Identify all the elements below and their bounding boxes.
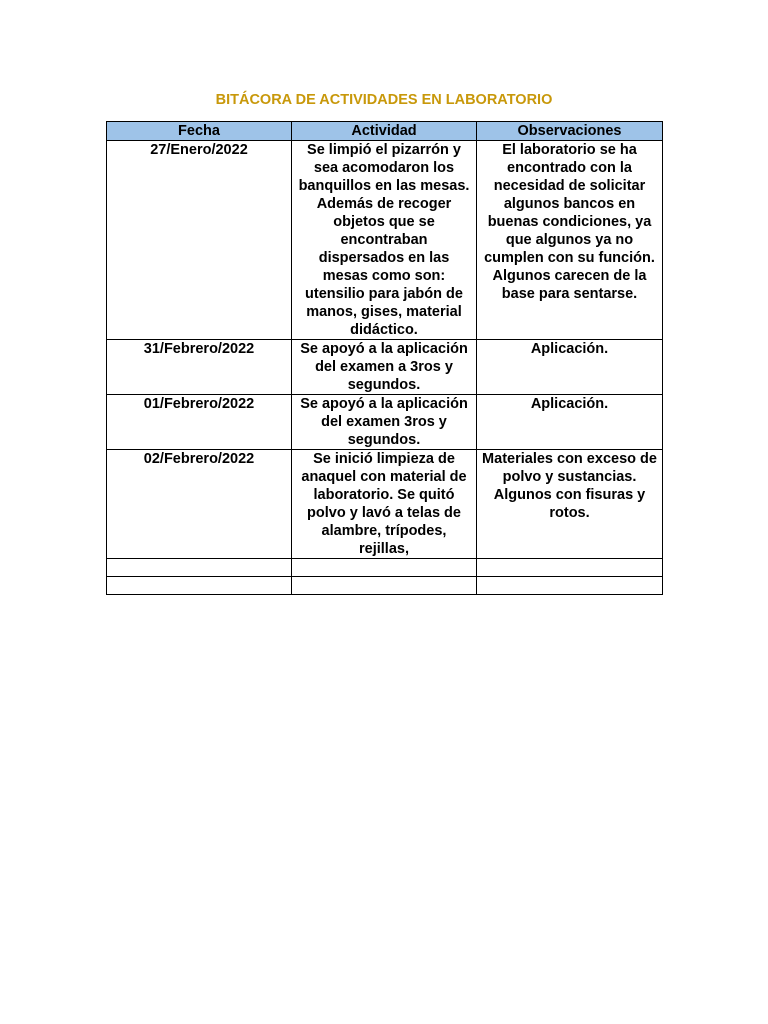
table-header-row — [107, 122, 663, 141]
table-row-empty — [107, 559, 663, 577]
cell-fecha: 31/Febrero/2022 — [107, 340, 292, 395]
column-header-fecha: Fecha — [107, 122, 292, 141]
cell-actividad: Se inició limpieza de anaquel con material de laboratorio. Se quitó polvo y lavó a telas de alambre, trípodes, rejillas, — [292, 450, 477, 559]
cell-actividad: Se limpió el pizarrón y sea acomodaron los banquillos en las mesas. Además de recoger objetos que se encontraban dispersados en las mesas como son: utensilio para jabón de manos, gises, material didáctico. — [292, 141, 477, 340]
table-row — [107, 141, 663, 340]
cell-observaciones: Materiales con exceso de polvo y sustancias. Algunos con fisuras y rotos. — [477, 450, 663, 559]
cell-observaciones: Aplicación. — [477, 395, 663, 450]
cell-observaciones — [477, 577, 663, 595]
cell-actividad: Se apoyó a la aplicación del examen a 3ros y segundos. — [292, 340, 477, 395]
cell-fecha: 02/Febrero/2022 — [107, 450, 292, 559]
cell-actividad — [292, 559, 477, 577]
activity-log-table — [106, 121, 663, 595]
table-row — [107, 340, 663, 395]
cell-actividad — [292, 577, 477, 595]
column-header-observaciones: Observaciones — [477, 122, 663, 141]
cell-fecha: 27/Enero/2022 — [107, 141, 292, 340]
cell-observaciones: Aplicación. — [477, 340, 663, 395]
column-header-actividad: Actividad — [292, 122, 477, 141]
cell-observaciones — [477, 559, 663, 577]
cell-observaciones: El laboratorio se ha encontrado con la necesidad de solicitar algunos bancos en buenas condiciones, ya que algunos ya no cumplen con su función. Algunos carecen de la base para sentarse. — [477, 141, 663, 340]
table-row — [107, 395, 663, 450]
document-title: BITÁCORA DE ACTIVIDADES EN LABORATORIO — [215, 92, 553, 108]
cell-actividad: Se apoyó a la aplicación del examen 3ros y segundos. — [292, 395, 477, 450]
cell-fecha: 01/Febrero/2022 — [107, 395, 292, 450]
cell-fecha — [107, 559, 292, 577]
table-row-empty — [107, 577, 663, 595]
table-row — [107, 450, 663, 559]
cell-fecha — [107, 577, 292, 595]
